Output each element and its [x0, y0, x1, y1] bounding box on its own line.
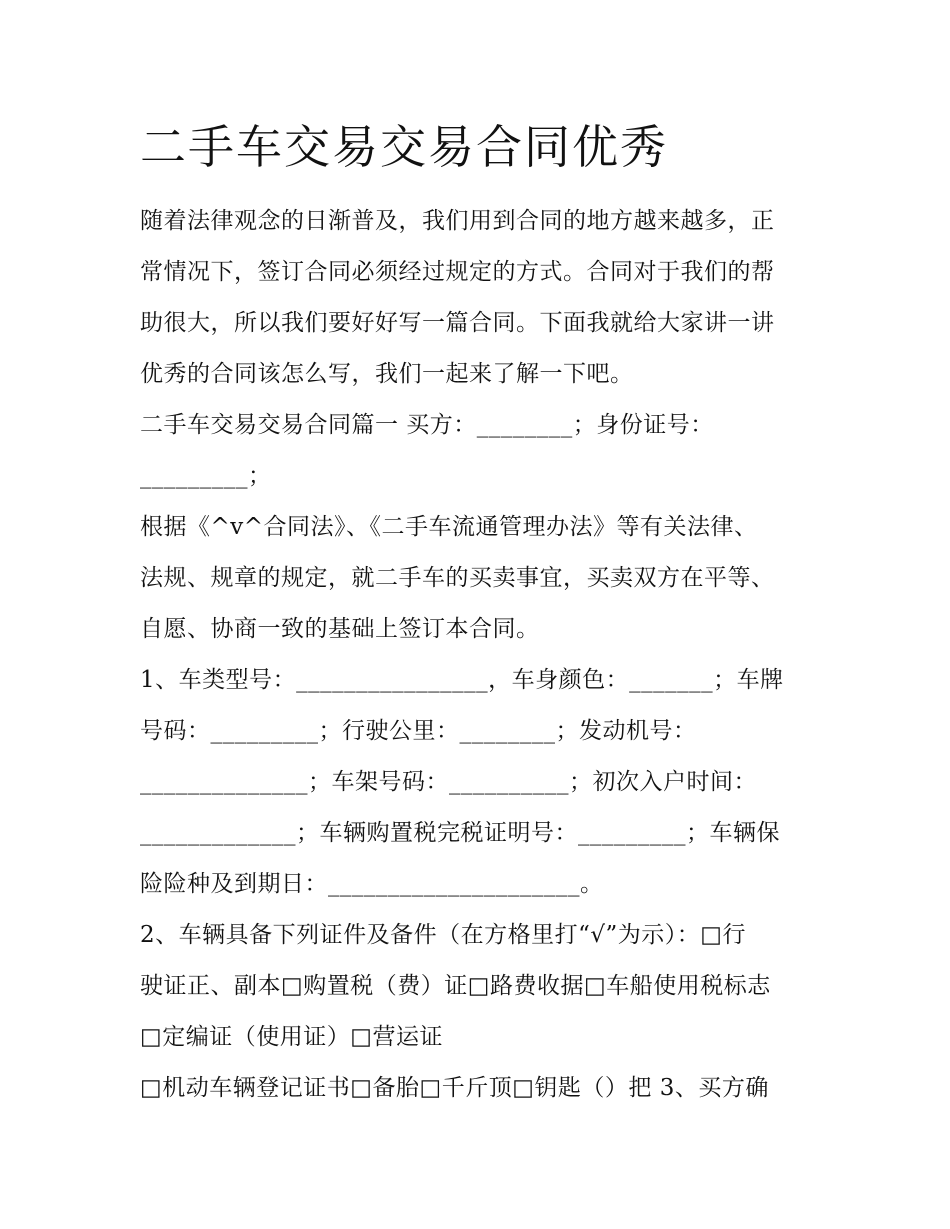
paragraph-line: 2、车辆具备下列证件及备件（在方格里打“√”为示）：□行: [140, 922, 747, 948]
paragraph-line: 根据《^v^合同法》、《二手车流通管理办法》等有关法律、: [140, 514, 758, 540]
paragraph-line: 优秀的合同该怎么写，我们一起来了解一下吧。: [140, 361, 634, 387]
paragraph-line: ______________；车架号码：__________；初次入户时间：: [140, 769, 757, 795]
paragraph-line: 二手车交易交易合同篇一 买方：________；身份证号：: [140, 412, 714, 438]
paragraph-line: 1、车类型号：________________，车身颜色：_______；车牌: [140, 667, 784, 693]
paragraph-line: 自愿、协商一致的基础上签订本合同。: [140, 616, 540, 642]
paragraph-line: 险险种及到期日：_____________________。: [140, 871, 604, 897]
document-title: 二手车交易交易合同优秀: [140, 120, 668, 174]
paragraph-line: 驶证正、副本□购置税（费）证□路费收据□车船使用税标志: [140, 973, 771, 999]
paragraph-line: 法规、规章的规定，就二手车的买卖事宜，买卖双方在平等、: [140, 565, 775, 591]
paragraph-line: 常情况下，签订合同必须经过规定的方式。合同对于我们的帮: [140, 259, 775, 285]
paragraph-line: _____________；车辆购置税完税证明号：_________；车辆保: [140, 820, 780, 846]
paragraph-line: 随着法律观念的日渐普及，我们用到合同的地方越来越多，正: [140, 208, 775, 234]
paragraph-line: 助很大，所以我们要好好写一篇合同。下面我就给大家讲一讲: [140, 310, 775, 336]
paragraph-line: □机动车辆登记证书□备胎□千斤顶□钥匙（）把 3、买方确: [140, 1075, 769, 1101]
paragraph-line: 号码：_________；行驶公里：________；发动机号：: [140, 718, 697, 744]
paragraph-line: □定编证（使用证）□营运证: [140, 1024, 443, 1050]
paragraph-line: _________；: [140, 463, 272, 489]
